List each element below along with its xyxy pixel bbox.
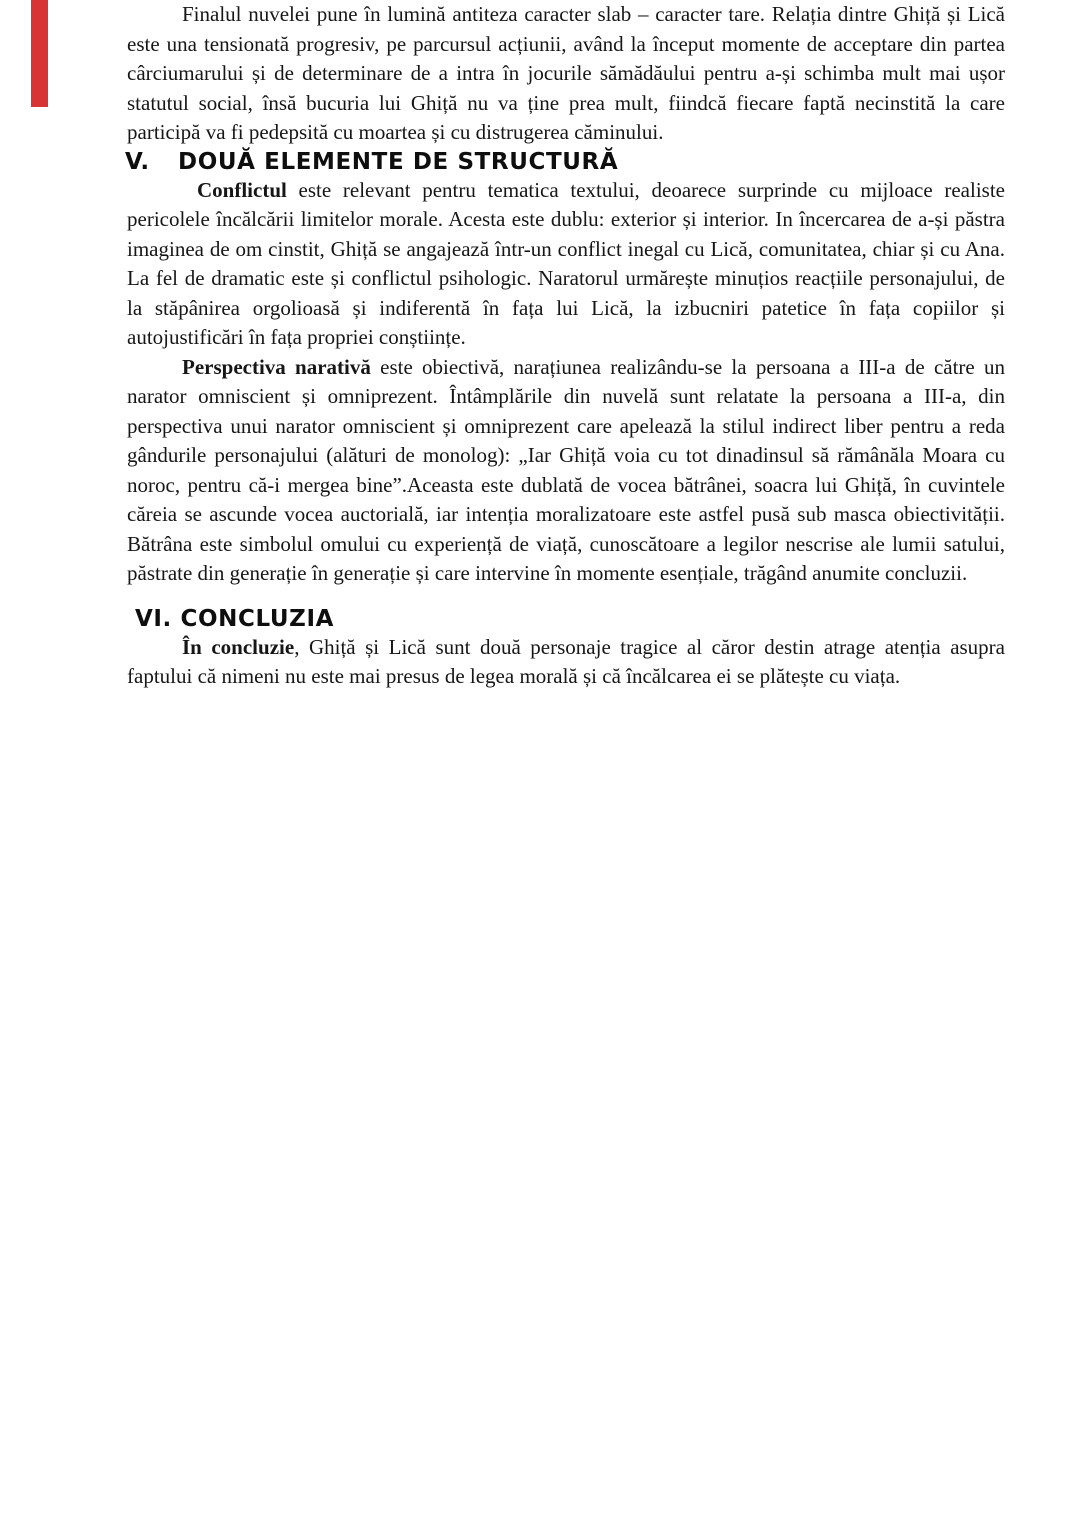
heading-title: DOUĂ ELEMENTE DE STRUCTURĂ	[178, 148, 619, 175]
document-content	[127, 0, 1005, 692]
red-ribbon-marker	[31, 0, 48, 107]
heading-doua-elemente	[125, 149, 1005, 176]
paragraph-concluzie	[127, 633, 1005, 692]
heading-concluzia: VI. CONCLUZIA	[135, 605, 335, 632]
bold-lead-perspectiva: Perspectiva narativă	[182, 354, 371, 379]
bold-lead-concluzie: În concluzie	[182, 634, 295, 659]
paragraph-concluzie-text: , Ghiță și Lică sunt două personaje tragice al căror destin atrage atenția asupra faptului că nimeni nu este mai presus de legea morală și că încălcarea ei se plătește cu viața.	[127, 634, 1006, 688]
paragraph-finalul: Finalul nuvelei pune în lumină antiteza caracter slab – caracter tare. Relația dintre Ghiță și Lică este una tensionată progresiv, pe parcursul acțiunii, având la început momente de acceptare din partea cârciumarului și de determinare de a intra în jocurile sămădăului pentru a-și schimba mult mai ușor statutul social, însă bucuria lui Ghiță nu va ține prea mult, fiindcă fiecare faptă necinstită la care participă va fi pedepsită cu moartea și cu distrugerea căminului.	[127, 2, 1005, 144]
heading-number: V.	[125, 148, 150, 175]
bold-lead-conflictul: Conflictul	[197, 177, 287, 202]
paragraph-perspectiva-text: este obiectivă, narațiunea realizându-se la persoana a III-a de către un narator omniscient și omniprezent. Întâmplările din nuvelă sunt relatate la persoana a III-a, din perspectiva unui narator omniscient și omniprezent care apelează la stilul indirect liber pentru a reda gândurile personajului (alături de monolog): „Iar Ghiță voia cu tot dinadinsul să rămânăla Moara cu noroc, pentru că-i mergea bine”.Aceasta este dublată de vocea bătrânei, soacra lui Ghiță, în cuvintele căreia se ascunde vocea auctorială, iar intenția moralizatoare este astfel pusă sub masca obiectivității. Bătrâna este simbolul omului cu experiență de viață, cunoscătoare a legilor nescrise ale lumii satului, păstrate din generație în generație și care intervine în momente esențiale, trăgând anumite concluzii.	[127, 354, 1006, 585]
paragraph-conflictul	[127, 176, 1005, 353]
paragraph-perspectiva	[127, 353, 1005, 589]
paragraph-conflictul-text: este relevant pentru tematica textului, deoarece surprinde cu mijloace realiste pericolele încălcării limitelor morale. Acesta este dublu: exterior și interior. In încercarea de a-și păstra imaginea de om cinstit, Ghiță se angajează într-un conflict inegal cu Lică, comunitatea, chiar și cu Ana. La fel de dramatic este și conflictul psihologic. Naratorul urmărește minuțios reacțiile personajului, de la stăpânirea orgolioasă și indiferentă în fața lui Lică, la izbucniri patetice în fața copiilor și autojustificări în fața propriei conștiințe.	[127, 177, 1005, 349]
